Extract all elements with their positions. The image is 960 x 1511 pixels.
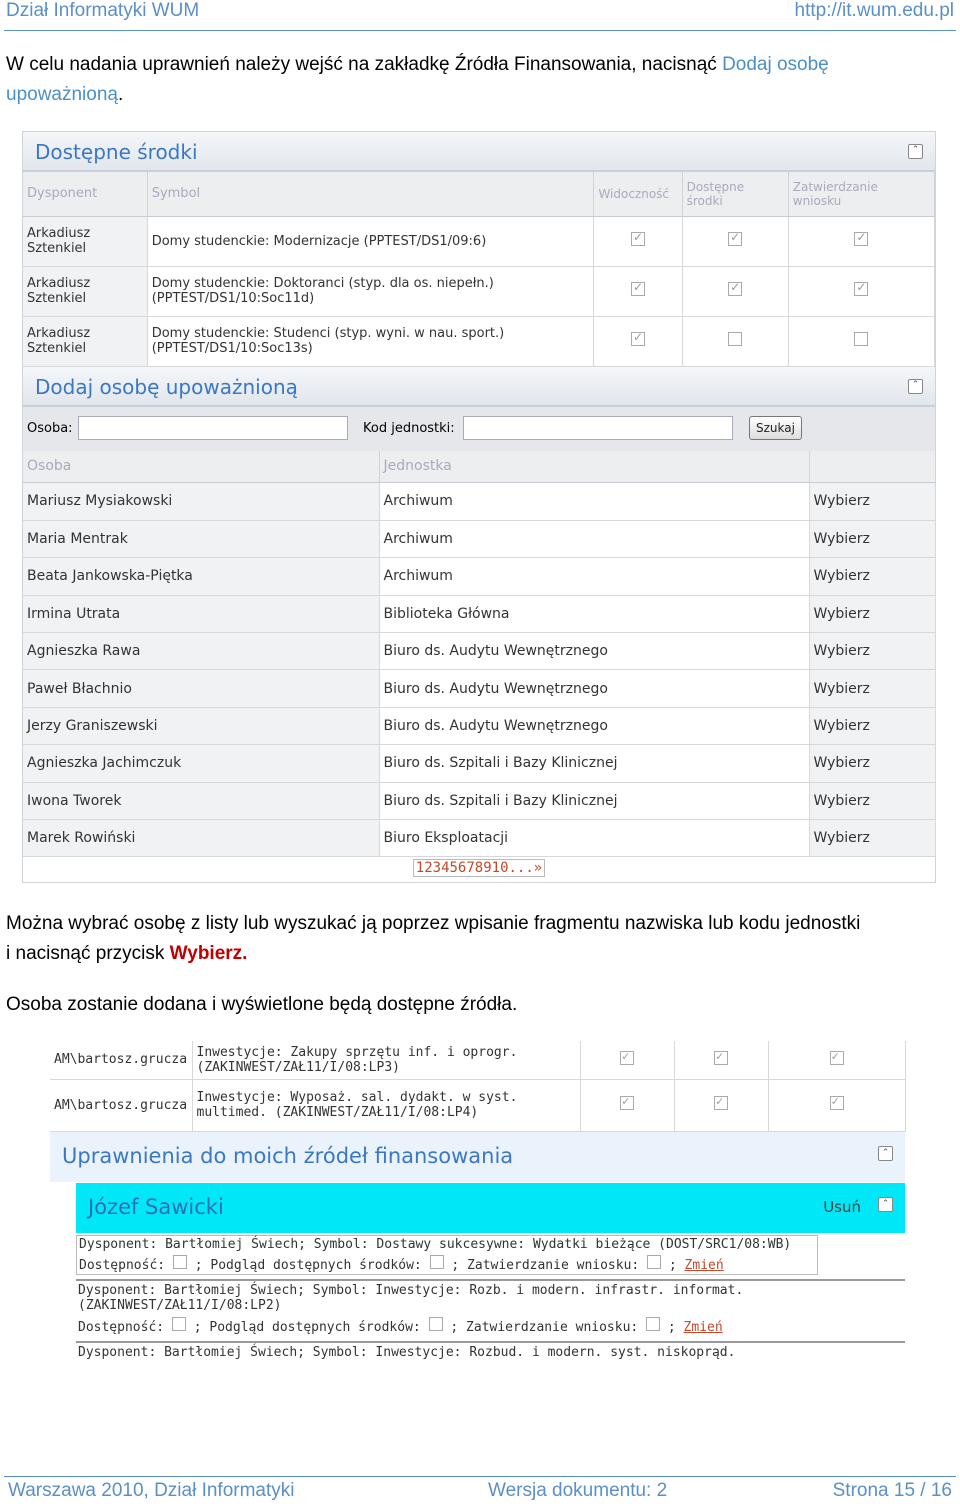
col-widocznosc: Widoczność bbox=[594, 172, 682, 216]
footer-divider bbox=[4, 1476, 956, 1477]
col-dysponent: Dysponent bbox=[23, 172, 147, 216]
jednostka-cell: Archiwum bbox=[379, 558, 809, 595]
wybierz-link[interactable]: Wybierz bbox=[809, 595, 935, 632]
dysponent-cell: Arkadiusz Sztenkiel bbox=[23, 216, 147, 266]
osoba-cell: Paweł Błachnio bbox=[23, 670, 379, 707]
wybierz-link[interactable]: Wybierz bbox=[809, 633, 935, 670]
footer-right: Strona 15 / 16 bbox=[832, 1480, 952, 1501]
zatw-label: ; Zatwierdzanie wniosku: bbox=[451, 1258, 640, 1273]
table-row bbox=[23, 316, 935, 366]
col-osoba: Osoba bbox=[23, 451, 379, 483]
search-bar bbox=[23, 407, 935, 451]
result-paragraph: Osoba zostanie dodana i wyświetlone będą dostępne źródła. bbox=[6, 994, 518, 1015]
dodaj-title: Dodaj osobę upoważnioną bbox=[35, 374, 298, 399]
user-cell: AM\bartosz.grucza bbox=[50, 1041, 192, 1079]
osoby-rows bbox=[23, 483, 936, 857]
podglad-label: ; Podgląd dostępnych środków: bbox=[194, 1258, 422, 1273]
zmien-link[interactable]: Zmień bbox=[683, 1320, 723, 1335]
pager[interactable]: 12345678910...» bbox=[413, 859, 545, 877]
osoba-cell: Irmina Utrata bbox=[23, 595, 379, 632]
user-cell: AM\bartosz.grucza bbox=[50, 1079, 192, 1131]
screenshot-dostepne-srodki bbox=[22, 131, 936, 883]
osoba-cell: Agnieszka Rawa bbox=[23, 633, 379, 670]
checkbox-dostepnosc[interactable] bbox=[173, 1255, 187, 1269]
footer-left: Warszawa 2010, Dział Informatyki bbox=[8, 1480, 295, 1501]
table-row bbox=[23, 633, 935, 670]
wybierz-link[interactable]: Wybierz bbox=[809, 670, 935, 707]
jednostka-cell: Archiwum bbox=[379, 520, 809, 557]
permission-line-last: Dysponent: Bartłomiej Świech; Symbol: Inwestycje: Rozbud. i modern. syst. niskoprąd. bbox=[76, 1341, 905, 1362]
table-row bbox=[23, 820, 935, 857]
checkbox-widocznosc[interactable] bbox=[631, 282, 645, 296]
collapse-icon[interactable]: ⌃ bbox=[908, 144, 923, 159]
wybierz-link[interactable]: Wybierz bbox=[809, 483, 935, 520]
table-row bbox=[23, 595, 935, 632]
zmien-link[interactable]: Zmień bbox=[684, 1258, 724, 1273]
dostepne-table bbox=[23, 172, 935, 367]
checkbox[interactable] bbox=[620, 1096, 634, 1110]
jednostka-cell: Biuro ds. Audytu Wewnętrznego bbox=[379, 633, 809, 670]
wybierz-link[interactable]: Wybierz bbox=[809, 558, 935, 595]
header-right: http://it.wum.edu.pl bbox=[794, 0, 954, 21]
footer-center: Wersja dokumentu: 2 bbox=[488, 1480, 668, 1501]
header-left: Dział Informatyki WUM bbox=[6, 0, 200, 21]
col-zatwierdzanie: Zatwierdzanie wniosku bbox=[788, 172, 934, 216]
collapse-icon[interactable]: ⌃ bbox=[878, 1146, 893, 1161]
usun-link[interactable]: Usuń bbox=[823, 1198, 861, 1216]
screenshot-uprawnienia bbox=[50, 1041, 905, 1361]
dostepnosc-label: Dostępność: bbox=[79, 1258, 166, 1273]
checkbox-widocznosc[interactable] bbox=[631, 332, 645, 346]
checkbox-dostepnosc[interactable] bbox=[172, 1317, 186, 1331]
checkbox-dostepne[interactable] bbox=[728, 332, 742, 346]
permission-entry: Dysponent: Bartłomiej Świech; Symbol: Inwestycje: Rozb. i modern. infrastr. informat. (ZAKINWEST/ZAŁ11/I/08:LP2) Dostępność: ; Podgląd dostępnych środków: ; Zatwierdzanie wniosku: ; Zmień bbox=[76, 1279, 905, 1337]
intro-end: . bbox=[117, 84, 124, 105]
checkbox-podglad[interactable] bbox=[429, 1317, 443, 1331]
person-header bbox=[76, 1183, 905, 1233]
intro-paragraph bbox=[6, 50, 906, 110]
table-row bbox=[23, 216, 935, 266]
jednostka-cell: Biuro Eksploatacji bbox=[379, 820, 809, 857]
table-row bbox=[23, 670, 935, 707]
permission-entry: Dysponent: Bartłomiej Świech; Symbol: Dostawy sukcesywne: Wydatki bieżące (DOST/SRC1/08:WB) Dostępność: ; Podgląd dostępnych środków: ; Zatwierdzanie wniosku: ; Zmień bbox=[76, 1235, 818, 1275]
col-jednostka: Jednostka bbox=[379, 451, 809, 483]
checkbox-podglad[interactable] bbox=[430, 1255, 444, 1269]
symbol-cell: Domy studenckie: Doktoranci (styp. dla os. niepełn.) (PPTEST/DS1/10:Soc11d) bbox=[147, 266, 594, 316]
permission-line: Dysponent: Bartłomiej Świech; Symbol: Dostawy sukcesywne: Wydatki bieżące (DOST/SRC1/08:WB) bbox=[79, 1237, 792, 1252]
dostepne-header bbox=[23, 132, 935, 172]
table-row bbox=[50, 1041, 905, 1079]
pager-container bbox=[23, 859, 935, 877]
header-divider bbox=[4, 30, 956, 31]
checkbox-zatwierdzanie[interactable] bbox=[647, 1255, 661, 1269]
checkbox[interactable] bbox=[620, 1051, 634, 1065]
checkbox[interactable] bbox=[714, 1051, 728, 1065]
jednostka-cell: Biuro ds. Szpitali i Bazy Klinicznej bbox=[379, 782, 809, 819]
osoby-table bbox=[23, 451, 936, 484]
symbol-cell: Inwestycje: Zakupy sprzętu inf. i oprogr. (ZAKINWEST/ZAŁ11/I/08:LP3) bbox=[192, 1041, 580, 1079]
collapse-icon[interactable]: ⌃ bbox=[878, 1197, 893, 1212]
checkbox[interactable] bbox=[830, 1051, 844, 1065]
info-line-1: Można wybrać osobę z listy lub wyszukać ją poprzez wpisanie fragmentu nazwiska lub kodu jednostki bbox=[6, 913, 861, 934]
jednostka-cell: Biblioteka Główna bbox=[379, 595, 809, 632]
table-row bbox=[23, 266, 935, 316]
person-name: Józef Sawicki bbox=[88, 1195, 224, 1219]
checkbox-zatwierdzanie[interactable] bbox=[854, 332, 868, 346]
zatw-label: ; Zatwierdzanie wniosku: bbox=[450, 1320, 639, 1335]
osoba-cell: Iwona Tworek bbox=[23, 782, 379, 819]
intro-link: Dodaj osobę upoważnioną bbox=[6, 54, 829, 105]
osoba-cell: Maria Mentrak bbox=[23, 520, 379, 557]
sources-table bbox=[50, 1041, 906, 1132]
osoba-cell: Jerzy Graniszewski bbox=[23, 707, 379, 744]
osoba-cell: Mariusz Mysiakowski bbox=[23, 483, 379, 520]
intro-text: W celu nadania uprawnień należy wejść na zakładkę Źródła Finansowania, nacisnąć bbox=[6, 54, 723, 75]
checkbox-zatwierdzanie[interactable] bbox=[854, 282, 868, 296]
podglad-label: ; Podgląd dostępnych środków: bbox=[193, 1320, 421, 1335]
checkbox-zatwierdzanie[interactable] bbox=[854, 232, 868, 246]
wybierz-link[interactable]: Wybierz bbox=[809, 707, 935, 744]
wybierz-link[interactable]: Wybierz bbox=[809, 520, 935, 557]
dysponent-cell: Arkadiusz Sztenkiel bbox=[23, 316, 147, 366]
dodaj-header bbox=[23, 367, 935, 407]
info-paragraph bbox=[6, 909, 906, 969]
checkbox-dostepne[interactable] bbox=[728, 282, 742, 296]
table-row bbox=[23, 520, 935, 557]
permissions-list bbox=[76, 1235, 905, 1362]
info-line-2 bbox=[6, 939, 906, 969]
dostepne-title: Dostępne środki bbox=[35, 140, 198, 164]
symbol-cell: Domy studenckie: Modernizacje (PPTEST/DS1/09:6) bbox=[147, 216, 594, 266]
wybierz-link[interactable]: Wybierz bbox=[809, 782, 935, 819]
jednostka-cell: Archiwum bbox=[379, 483, 809, 520]
table-row bbox=[23, 745, 935, 782]
kod-input[interactable] bbox=[463, 416, 733, 440]
wybierz-link[interactable]: Wybierz bbox=[809, 820, 935, 857]
symbol-cell: Domy studenckie: Studenci (styp. wyni. w nau. sport.) (PPTEST/DS1/10:Soc13s) bbox=[147, 316, 594, 366]
jednostka-cell: Biuro ds. Audytu Wewnętrznego bbox=[379, 707, 809, 744]
checkbox-widocznosc[interactable] bbox=[631, 232, 645, 246]
jednostka-cell: Biuro ds. Szpitali i Bazy Klinicznej bbox=[379, 745, 809, 782]
col-dostepne: Dostępne środki bbox=[682, 172, 788, 216]
col-symbol: Symbol bbox=[147, 172, 594, 216]
uprawnienia-header bbox=[50, 1132, 905, 1182]
szukaj-button[interactable]: Szukaj bbox=[749, 416, 802, 440]
table-row bbox=[23, 483, 935, 520]
table-row bbox=[50, 1079, 905, 1131]
checkbox[interactable] bbox=[714, 1096, 728, 1110]
osoba-label: Osoba: bbox=[27, 420, 73, 436]
jednostka-cell: Biuro ds. Audytu Wewnętrznego bbox=[379, 670, 809, 707]
osoba-cell: Agnieszka Jachimczuk bbox=[23, 745, 379, 782]
info-line-2-text: i nacisnąć przycisk bbox=[6, 943, 170, 964]
checkbox[interactable] bbox=[830, 1096, 844, 1110]
table-row bbox=[23, 707, 935, 744]
permission-line: Dysponent: Bartłomiej Świech; Symbol: Inwestycje: Rozb. i modern. infrastr. informat. (ZAKINWEST/ZAŁ11/I/08:LP2) bbox=[78, 1283, 744, 1313]
checkbox-zatwierdzanie[interactable] bbox=[646, 1317, 660, 1331]
collapse-icon[interactable]: ⌃ bbox=[908, 379, 923, 394]
table-row bbox=[23, 558, 935, 595]
uprawnienia-title: Uprawnienia do moich źródeł finansowania bbox=[62, 1143, 514, 1168]
symbol-cell: Inwestycje: Wyposaż. sal. dydakt. w syst. multimed. (ZAKINWEST/ZAŁ11/I/08:LP4) bbox=[192, 1079, 580, 1131]
table-row bbox=[23, 782, 935, 819]
osoba-cell: Marek Rowiński bbox=[23, 820, 379, 857]
kod-label: Kod jednostki: bbox=[363, 420, 455, 436]
wybierz-reference: Wybierz. bbox=[169, 943, 248, 964]
wybierz-link[interactable]: Wybierz bbox=[809, 745, 935, 782]
col-action bbox=[809, 451, 935, 483]
osoba-cell: Beata Jankowska-Piętka bbox=[23, 558, 379, 595]
checkbox-dostepne[interactable] bbox=[728, 232, 742, 246]
dostepnosc-label: Dostępność: bbox=[78, 1320, 165, 1335]
osoba-input[interactable] bbox=[78, 416, 348, 440]
dysponent-cell: Arkadiusz Sztenkiel bbox=[23, 266, 147, 316]
